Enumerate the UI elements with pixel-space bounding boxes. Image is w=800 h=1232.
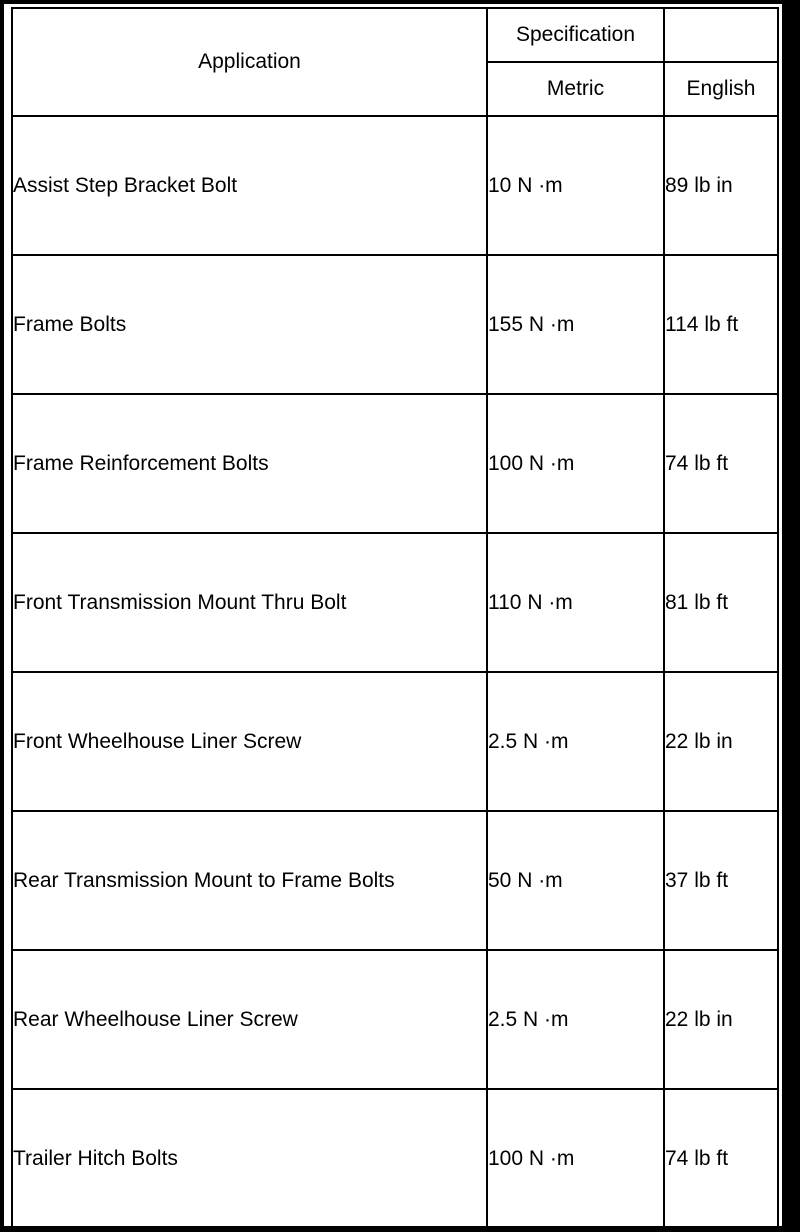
cell-english: 74 lb ft xyxy=(664,394,778,533)
document-page xyxy=(4,4,782,1226)
cell-english: 37 lb ft xyxy=(664,811,778,950)
cell-english: 114 lb ft xyxy=(664,255,778,394)
header-application: Application xyxy=(12,8,487,116)
table-row xyxy=(12,811,778,950)
table-row xyxy=(12,533,778,672)
cell-application: Assist Step Bracket Bolt xyxy=(12,116,487,255)
header-metric: Metric xyxy=(487,62,664,116)
cell-metric: 110 N ·m xyxy=(487,533,664,672)
cell-application: Trailer Hitch Bolts xyxy=(12,1089,487,1228)
header-specification: Specification xyxy=(487,8,664,62)
cell-application: Front Wheelhouse Liner Screw xyxy=(12,672,487,811)
cell-application: Front Transmission Mount Thru Bolt xyxy=(12,533,487,672)
cell-application: Rear Wheelhouse Liner Screw xyxy=(12,950,487,1089)
table-row xyxy=(12,116,778,255)
cell-application: Frame Bolts xyxy=(12,255,487,394)
torque-spec-table xyxy=(11,7,779,1229)
cell-application: Rear Transmission Mount to Frame Bolts xyxy=(12,811,487,950)
cell-application: Frame Reinforcement Bolts xyxy=(12,394,487,533)
cell-english: 22 lb in xyxy=(664,672,778,811)
cell-metric: 2.5 N ·m xyxy=(487,672,664,811)
header-row-top xyxy=(12,8,778,62)
cell-metric: 2.5 N ·m xyxy=(487,950,664,1089)
table-header xyxy=(12,8,778,116)
table-row xyxy=(12,672,778,811)
cell-metric: 50 N ·m xyxy=(487,811,664,950)
cell-english: 74 lb ft xyxy=(664,1089,778,1228)
cell-english: 81 lb ft xyxy=(664,533,778,672)
table-row xyxy=(12,1089,778,1228)
table-row xyxy=(12,394,778,533)
header-english: English xyxy=(664,62,778,116)
cell-english: 22 lb in xyxy=(664,950,778,1089)
table-body xyxy=(12,116,778,1228)
cell-metric: 10 N ·m xyxy=(487,116,664,255)
header-blank-cell xyxy=(664,8,778,62)
cell-english: 89 lb in xyxy=(664,116,778,255)
table-row xyxy=(12,255,778,394)
cell-metric: 155 N ·m xyxy=(487,255,664,394)
cell-metric: 100 N ·m xyxy=(487,1089,664,1228)
cell-metric: 100 N ·m xyxy=(487,394,664,533)
table-row xyxy=(12,950,778,1089)
